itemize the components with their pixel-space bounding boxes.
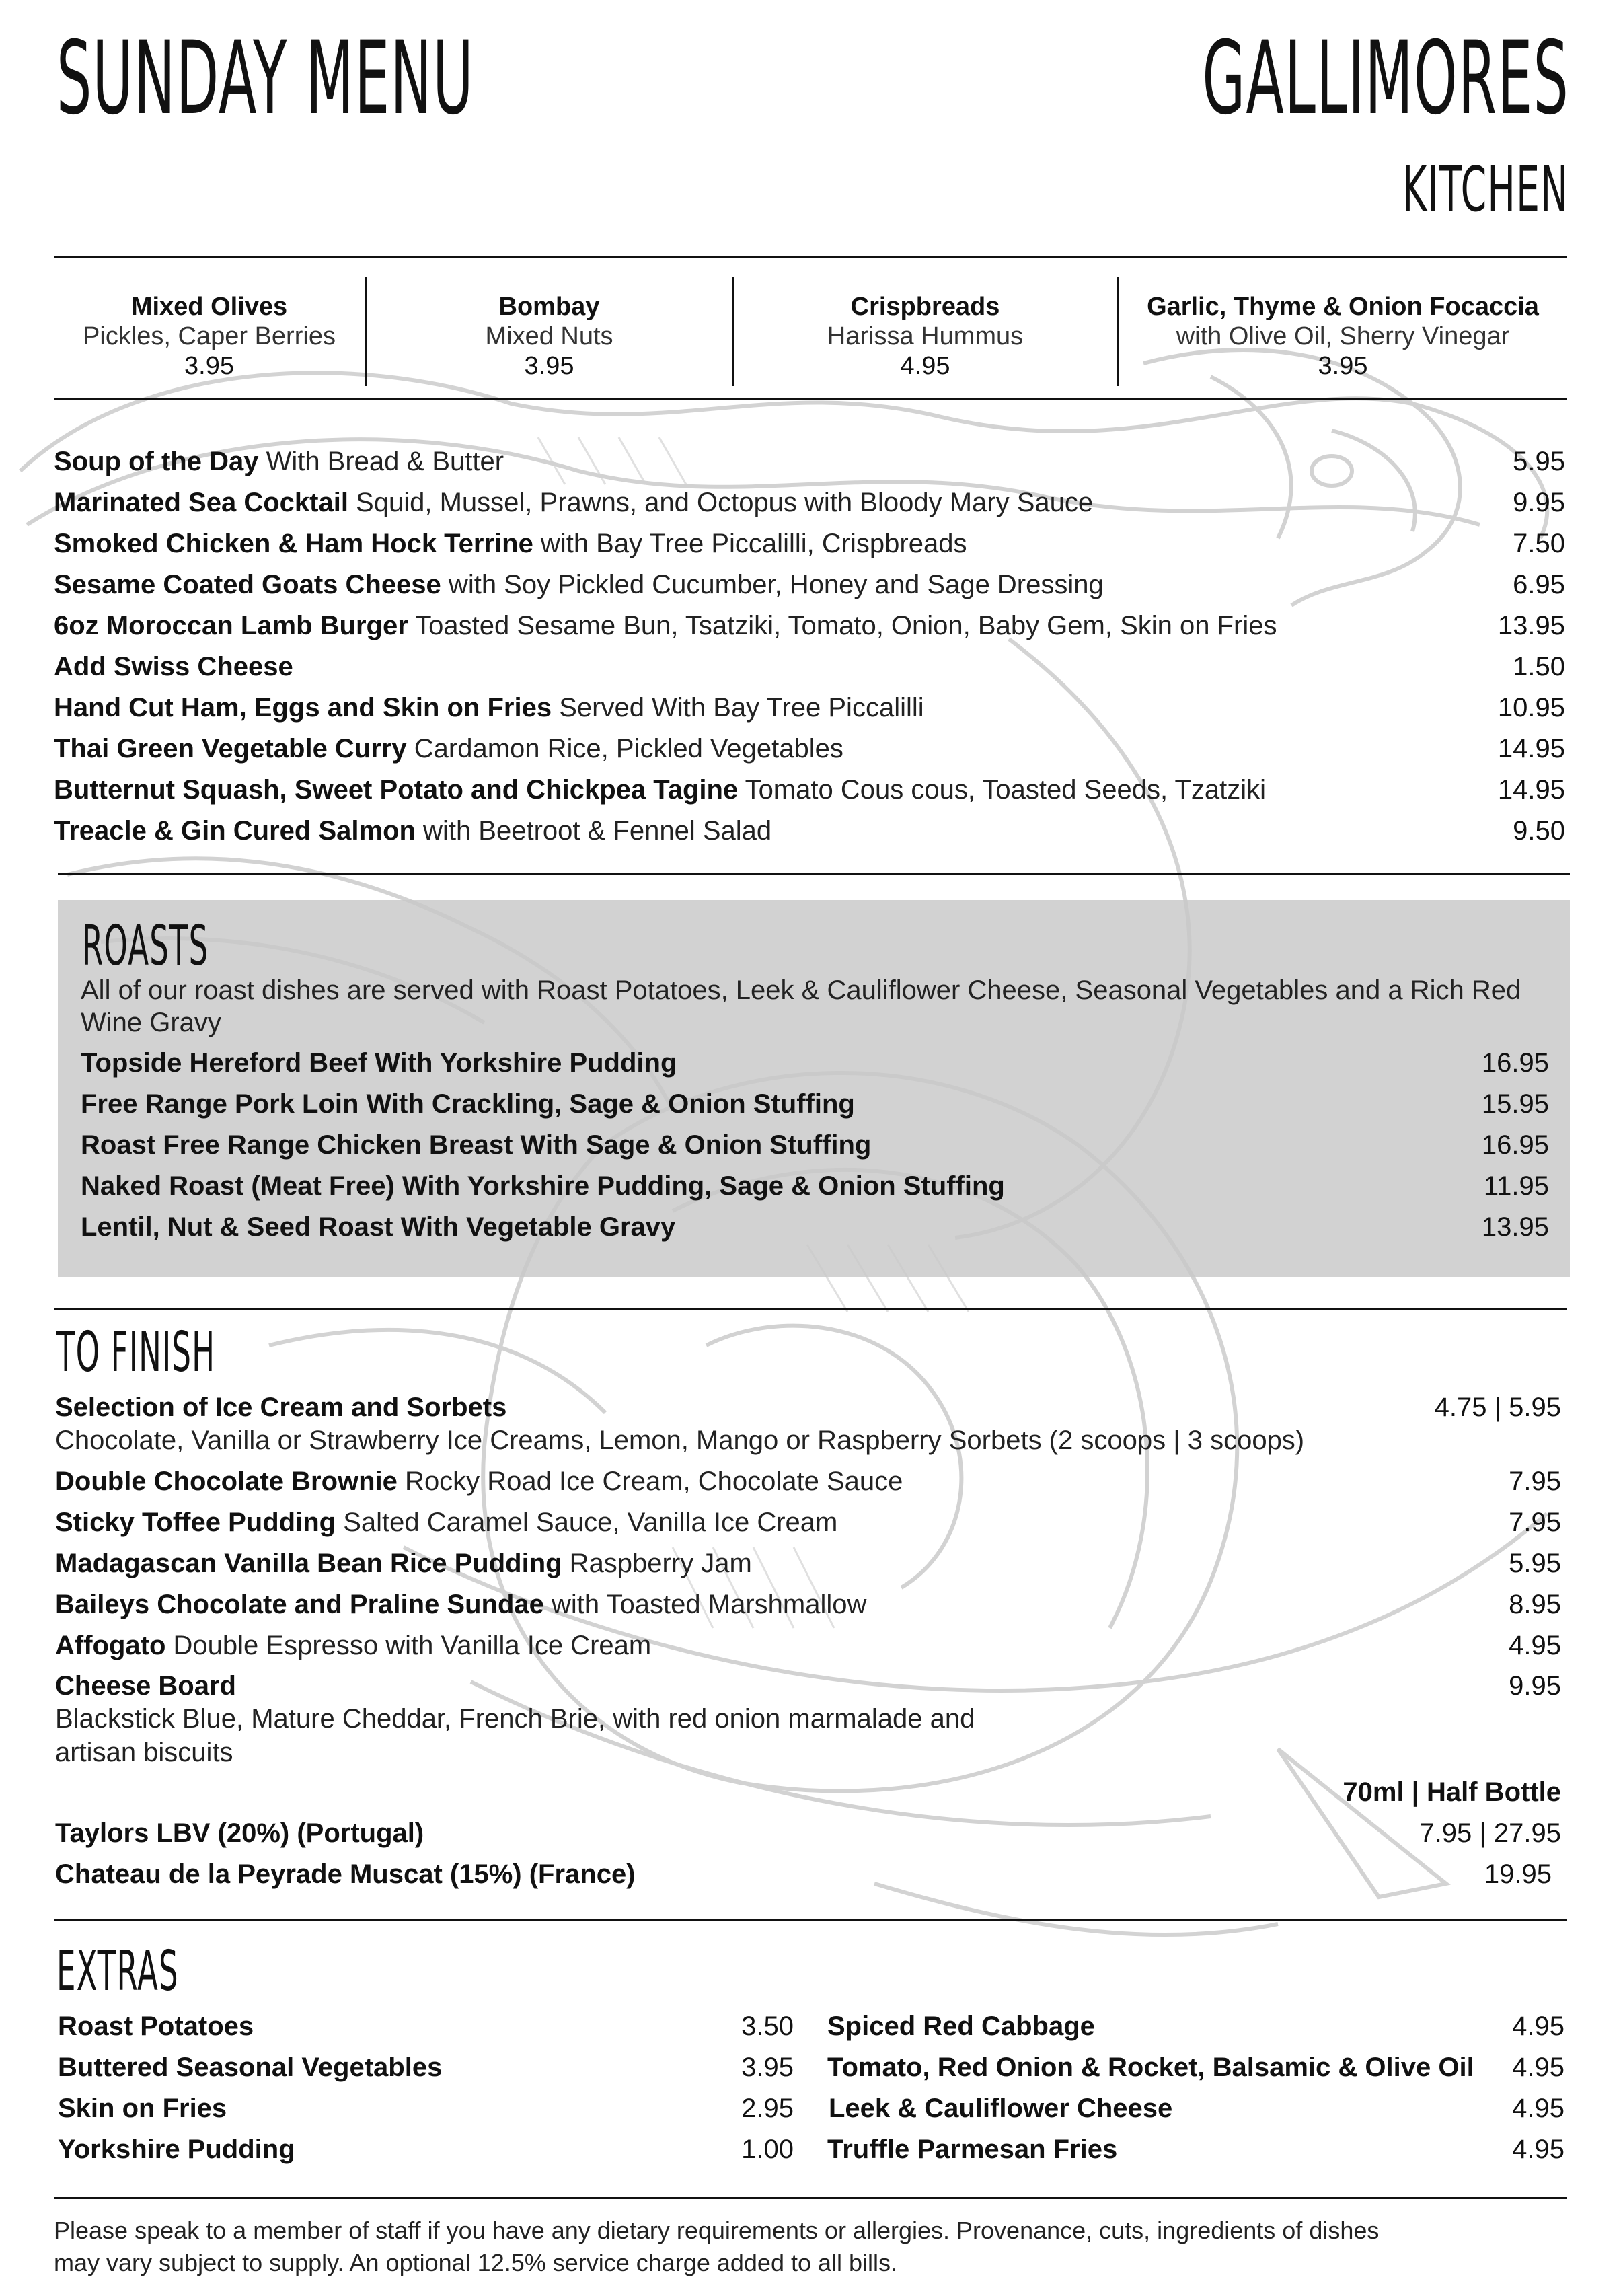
dessert-item: [55, 1584, 1561, 1625]
item-name: Selection of Ice Cream and Sorbets: [55, 1393, 507, 1422]
item-price: 9.95: [1513, 488, 1565, 517]
extra-name: Tomato, Red Onion & Rocket, Balsamic & Olive Oil: [827, 2052, 1474, 2082]
roast-name: Roast Free Range Chicken Breast With Sage & Onion Stuffing: [81, 1130, 872, 1160]
item-name: Sticky Toffee Pudding: [55, 1508, 336, 1537]
menu-item: [54, 523, 1565, 564]
extra-price: 2.95: [741, 2094, 794, 2123]
item-desc: Tomato Cous cous, Toasted Seeds, Tzatziki: [738, 775, 1267, 805]
item-name: Affogato: [55, 1631, 166, 1660]
wine-item: [55, 1854, 1561, 1894]
item-price: 14.95: [1497, 775, 1565, 805]
item-desc: with Toasted Marshmallow: [543, 1590, 867, 1619]
starter-name: Bombay: [498, 293, 600, 321]
brand-subtitle: KITCHEN: [1402, 153, 1569, 225]
roast-price: 16.95: [1481, 1130, 1549, 1160]
extra-name: Skin on Fries: [58, 2094, 227, 2123]
divider: [54, 1919, 1567, 1921]
extra-item: [58, 2129, 794, 2170]
extra-price: 1.00: [741, 2135, 794, 2164]
footer-note: [54, 2215, 1574, 2279]
item-price: 7.50: [1513, 529, 1565, 558]
item-desc: with Beetroot & Fennel Salad: [415, 816, 772, 846]
menu-item: [54, 605, 1565, 646]
item-name: 6oz Moroccan Lamb Burger: [54, 611, 408, 640]
menu-item: [54, 729, 1565, 769]
extra-name: Buttered Seasonal Vegetables: [58, 2052, 443, 2082]
wine-name: Taylors LBV (20%) (Portugal): [55, 1818, 424, 1848]
starter-item: [734, 292, 1117, 381]
starter-name: Mixed Olives: [130, 293, 288, 321]
item-desc: Cardamon Rice, Pickled Vegetables: [406, 734, 843, 764]
wine-item: [55, 1813, 1561, 1853]
roast-price: 15.95: [1481, 1089, 1549, 1119]
item-price: 14.95: [1497, 734, 1565, 764]
item-name: Smoked Chicken & Ham Hock Terrine: [54, 529, 533, 558]
divider: [54, 2197, 1567, 2199]
extra-item: [58, 2006, 794, 2046]
item-price: 4.95: [1509, 1631, 1561, 1660]
menu-item: [54, 811, 1565, 851]
finish-title: TO FINISH: [56, 1321, 216, 1384]
footer-line: may vary subject to supply. An optional 12.5% service charge added to all bills.: [54, 2249, 898, 2276]
roast-name: Free Range Pork Loin With Crackling, Sage & Onion Stuffing: [81, 1089, 855, 1119]
extra-item: [827, 2047, 1564, 2087]
extra-name: Yorkshire Pudding: [58, 2135, 295, 2164]
roast-name: Topside Hereford Beef With Yorkshire Pudding: [81, 1048, 677, 1078]
item-desc: Raspberry Jam: [562, 1549, 752, 1578]
extra-price: 4.95: [1512, 2011, 1564, 2041]
item-price: 6.95: [1513, 570, 1565, 599]
extra-price: 3.95: [741, 2052, 794, 2082]
dessert-item: [55, 1666, 1561, 1706]
item-price: 5.95: [1513, 447, 1565, 476]
starter-name: Crispbreads: [850, 293, 1000, 321]
extra-item: [827, 2129, 1564, 2170]
roast-price: 13.95: [1481, 1212, 1549, 1242]
roasts-title: ROASTS: [82, 914, 209, 978]
item-price: 1.50: [1513, 652, 1565, 681]
item-desc: Rocky Road Ice Cream, Chocolate Sauce: [397, 1467, 903, 1496]
extra-price: 4.95: [1512, 2052, 1564, 2082]
roast-name: Lentil, Nut & Seed Roast With Vegetable Gravy: [81, 1212, 676, 1242]
starter-price: 3.95: [524, 352, 574, 380]
extra-price: 4.95: [1512, 2094, 1564, 2123]
item-desc: Chocolate, Vanilla or Strawberry Ice Creams, Lemon, Mango or Raspberry Sorbets (2 scoops | 3 scoops): [55, 1425, 1305, 1455]
roasts-intro: All of our roast dishes are served with Roast Potatoes, Leek & Cauliflower Cheese, Seasonal Vegetables and a Rich Red Wine Gravy: [81, 975, 1521, 1037]
item-name: Thai Green Vegetable Curry: [54, 734, 407, 764]
item-price: 4.75 | 5.95: [1434, 1393, 1561, 1422]
extra-item: [827, 2006, 1564, 2046]
extra-price: 3.50: [741, 2011, 794, 2041]
roast-name: Naked Roast (Meat Free) With Yorkshire Pudding, Sage & Onion Stuffing: [81, 1171, 1005, 1201]
roast-item: [81, 1207, 1549, 1247]
item-name: Marinated Sea Cocktail: [54, 488, 348, 517]
starter-desc: Mixed Nuts: [485, 322, 613, 350]
extras-title: EXTRAS: [56, 1939, 179, 2003]
dessert-item: [55, 1387, 1561, 1428]
dessert-item: [55, 1461, 1561, 1502]
menu-item: [54, 646, 1565, 687]
item-price: 7.95: [1509, 1467, 1561, 1496]
item-price: 8.95: [1509, 1590, 1561, 1619]
roast-item: [81, 1125, 1549, 1165]
item-desc: Toasted Sesame Bun, Tsatziki, Tomato, Onion, Baby Gem, Skin on Fries: [408, 611, 1277, 640]
dessert-item: [55, 1543, 1561, 1584]
roast-price: 11.95: [1483, 1171, 1549, 1201]
roast-item: [81, 1043, 1549, 1083]
item-desc: Double Espresso with Vanilla Ice Cream: [165, 1631, 652, 1660]
extra-name: Leek & Cauliflower Cheese: [829, 2094, 1173, 2123]
dessert-item: [55, 1625, 1561, 1666]
item-price: 5.95: [1509, 1549, 1561, 1578]
item-price: 7.95: [1509, 1508, 1561, 1537]
item-price: 9.50: [1513, 816, 1565, 846]
footer-line: Please speak to a member of staff if you have any dietary requirements or allergies. Provenance, cuts, ingredients of dishes: [54, 2217, 1380, 2244]
item-price: 9.95: [1509, 1671, 1561, 1701]
item-desc: Salted Caramel Sauce, Vanilla Ice Cream: [336, 1508, 838, 1537]
brand-name: GALLIMORES: [1202, 20, 1569, 137]
wine-price: 7.95 | 27.95: [1419, 1818, 1561, 1848]
starter-desc: Pickles, Caper Berries: [83, 322, 336, 350]
menu-item: [54, 441, 1565, 482]
wine-name: Chateau de la Peyrade Muscat (15%) (France): [55, 1859, 636, 1889]
item-desc: Blackstick Blue, Mature Cheddar, French Brie, with red onion marmalade and: [55, 1704, 975, 1734]
item-name: Sesame Coated Goats Cheese: [54, 570, 441, 599]
roast-item: [81, 1166, 1549, 1206]
wine-price: 19.95: [1484, 1859, 1552, 1889]
item-name: Treacle & Gin Cured Salmon: [54, 816, 416, 846]
roast-price: 16.95: [1481, 1048, 1549, 1078]
starter-name: Garlic, Thyme & Onion Focaccia: [1147, 293, 1539, 321]
extra-item: [829, 2088, 1564, 2128]
item-name: Add Swiss Cheese: [54, 652, 293, 681]
item-price: 13.95: [1497, 611, 1565, 640]
item-name: Butternut Squash, Sweet Potato and Chickpea Tagine: [54, 775, 739, 805]
menu-item: [54, 564, 1565, 605]
roast-item: [81, 1084, 1549, 1124]
starter-desc: Harissa Hummus: [827, 322, 1024, 350]
wine-header: 70ml | Half Bottle: [1343, 1777, 1561, 1807]
menu-title: SUNDAY MENU: [56, 20, 474, 137]
extra-name: Truffle Parmesan Fries: [827, 2135, 1118, 2164]
divider: [58, 873, 1570, 875]
extra-price: 4.95: [1512, 2135, 1564, 2164]
item-desc: Served With Bay Tree Piccalilli: [552, 693, 924, 723]
extra-item: [58, 2088, 794, 2128]
menu-item: [54, 770, 1565, 810]
item-desc: artisan biscuits: [55, 1738, 233, 1767]
item-name: Double Chocolate Brownie: [55, 1467, 398, 1496]
item-name: Soup of the Day: [54, 447, 259, 476]
menu-item: [54, 482, 1565, 523]
starter-price: 3.95: [184, 352, 234, 380]
menu-item: [54, 688, 1565, 728]
extra-item: [58, 2047, 794, 2087]
item-desc: with Soy Pickled Cucumber, Honey and Sage Dressing: [441, 570, 1104, 599]
divider: [54, 398, 1567, 400]
divider: [54, 1308, 1567, 1310]
item-price: 10.95: [1497, 693, 1565, 723]
starter-price: 3.95: [1318, 352, 1368, 380]
divider: [54, 256, 1567, 258]
starter-desc: with Olive Oil, Sherry Vinegar: [1176, 322, 1510, 350]
starter-item: [1119, 292, 1567, 381]
item-name: Baileys Chocolate and Praline Sundae: [55, 1590, 544, 1619]
item-name: Madagascan Vanilla Bean Rice Pudding: [55, 1549, 562, 1578]
extra-name: Roast Potatoes: [58, 2011, 254, 2041]
dessert-item: [55, 1502, 1561, 1543]
starter-price: 4.95: [900, 352, 950, 380]
starter-item: [54, 292, 365, 381]
item-desc: Squid, Mussel, Prawns, and Octopus with Bloody Mary Sauce: [348, 488, 1094, 517]
item-name: Cheese Board: [55, 1671, 236, 1701]
item-desc: With Bread & Butter: [258, 447, 504, 476]
extra-name: Spiced Red Cabbage: [827, 2011, 1095, 2041]
starter-item: [367, 292, 732, 381]
item-desc: with Bay Tree Piccalilli, Crispbreads: [533, 529, 967, 558]
item-name: Hand Cut Ham, Eggs and Skin on Fries: [54, 693, 552, 723]
